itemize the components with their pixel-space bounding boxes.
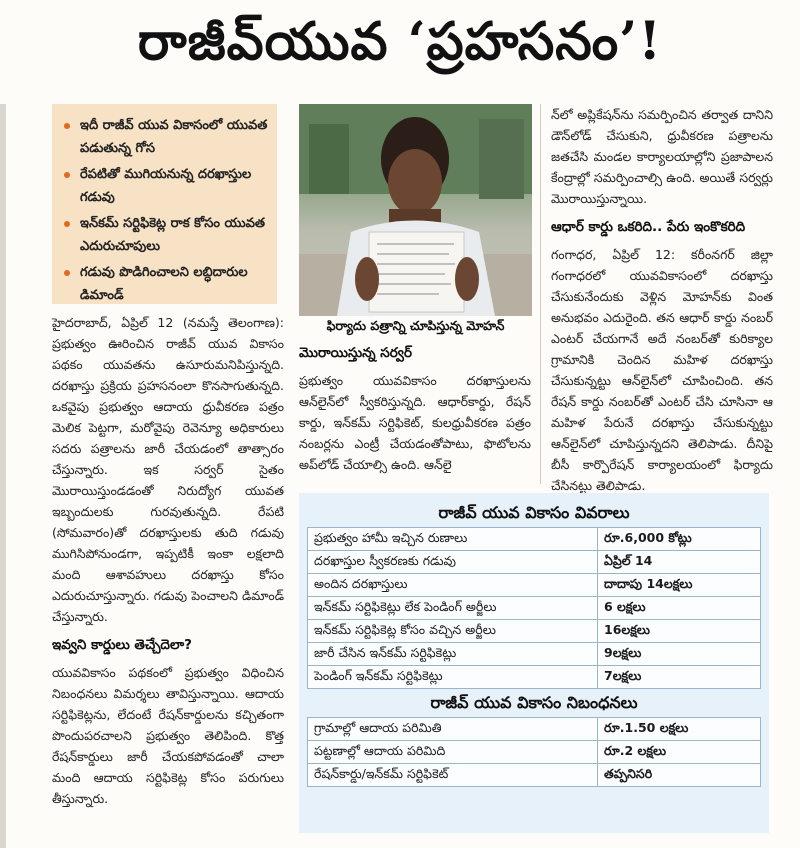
table-label: ప్రభుత్వం హామీ ఇచ్చిన రుణాలు	[308, 528, 598, 551]
table-value: 16లక్షలు	[598, 620, 761, 643]
table-row	[308, 666, 761, 689]
headline: రాజీవ్‌యువ ‘ప్రహసనం’!	[137, 11, 663, 72]
left-paragraph-2: యువవికాసం పథకంలో ప్రభుత్వం విధించిన నిబంధనలు విమర్శలు తావిస్తున్నాయి. ఆదాయ సర్టిఫికెట్లను, లేదంటే రేషన్‌కార్డులను కచ్చితంగా పొందుపరచాలని ప్రభుత్వం తెలిపింది. కొత్త రేషన్‌కార్డులు జారీ చేయకపోవడంతో చాలా మంది ఆదాయ సర్టిఫికెట్ల కోసం పరుగులు తీస్తున్నారు.	[52, 665, 284, 806]
table-value: దాదాపు 14లక్షలు	[598, 574, 761, 597]
right-paragraph-1: న్‌లో అప్లికేషన్‌ను సమర్పించిన తర్వాత దానిని డౌన్‌లోడ్ చేసుకుని, ధ్రువీకరణ పత్రాలను జతచేసి మండల కార్యాలయాల్లోని ప్రజాపాలన కేంద్రాల్లో సమర్పించాల్సి ఉంది. అయితే సర్వర్లు మొరాయిస్తున్నాయి.	[551, 107, 773, 206]
photo-illustration	[299, 104, 532, 316]
table-label: జారీ చేసిన ఇన్‌కమ్ సర్టిఫికెట్లు	[308, 643, 598, 666]
table-value: 7లక్షలు	[598, 666, 761, 689]
left-subheading: ఇవ్వని కార్డులు తెచ్చేదెలా?	[52, 637, 192, 653]
bullet-icon	[64, 123, 70, 129]
highlights-box	[52, 104, 277, 304]
rules-table-title: రాజీవ్ యువ వికాసం నిబంధనలు	[307, 689, 761, 717]
photo-caption: ఫిర్యాదు పత్రాన్ని చూపిస్తున్న మోహన్	[326, 318, 505, 333]
highlights-list	[64, 114, 269, 307]
column-divider	[540, 104, 541, 484]
table-row	[308, 643, 761, 666]
highlight-text: గడువు పొడిగించాలని లబ్ధిదారుల డిమాండ్	[80, 265, 248, 303]
left-column	[52, 312, 284, 817]
right-paragraph-2: గంగాధర, ఏప్రిల్ 12: కరీంనగర్ జిల్లా గంగాధరలో యువవికాసంలో దరఖాస్తు చేసుకునేందుకు వెళ్లిన మోహన్‌కు వింత అనుభవం ఎదురైంది. తన ఆధార్ కార్డు నంబర్ ఎంటర్ చేయగానే అదే నంబర్‌తో కురిక్యాల గ్రామానికి చెందిన మహిళ దరఖాస్తు చేసుకున్నట్టు ఆన్‌లైన్‌లో చూపించింది. తన రేషన్ కార్డు నంబర్‌తో ఎంటర్ చేసి చూసినా ఆ మహిళ పేరునే దరఖాస్తు చేసుకున్నట్టు ఆన్‌లైన్‌లో చూపిస్తున్నదని తెలిపాడు. దీనిపై బీసీ కార్పొరేషన్ కార్యాలయంలో ఫిర్యాదు చేసినట్టు తెలిపాడు.	[551, 247, 773, 493]
details-table-title: రాజీవ్ యువ వికాసం వివరాలు	[438, 503, 630, 522]
table-row	[308, 741, 761, 764]
table-row	[308, 718, 761, 741]
highlight-text: రేపటితో ముగియనున్న దరఖాస్తుల గడువు	[80, 167, 252, 205]
rules-table	[307, 717, 761, 787]
right-subheading: ఆధార్ కార్డు ఒకరిది.. పేరు ఇంకొకరిది	[551, 219, 746, 235]
table-row	[308, 574, 761, 597]
table-label: గ్రామాల్లో ఆదాయ పరిమితి	[308, 718, 598, 741]
table-label: రేషన్‌కార్డు/ఇన్‌కమ్ సర్టిఫికెట్	[308, 764, 598, 787]
table-row	[308, 764, 761, 787]
table-label: అందిన దరఖాస్తులు	[308, 574, 598, 597]
table-label: ఇన్‌కమ్ సర్టిఫికెట్ల కోసం వచ్చిన అర్జీలు	[308, 620, 598, 643]
middle-column	[299, 343, 531, 483]
highlight-item	[64, 114, 269, 160]
right-column	[551, 104, 773, 504]
highlight-item	[64, 212, 269, 258]
table-row	[308, 597, 761, 620]
table-row	[308, 528, 761, 551]
table-row	[308, 551, 761, 574]
left-paragraph-1: హైదరాబాద్, ఏప్రిల్ 12 (నమస్తే తెలంగాణ): ప్రభుత్వం ఊరించిన రాజీవ్ యువ వికాసం పథకం యువతను ఉసూరుమనిపిస్తున్నది. దరఖాస్తు ప్రక్రియ ప్రహసనంలా కొనసాగుతున్నది. ఒకవైపు ప్రభుత్వం ఆదాయ ధ్రువీకరణ పత్రం మెలిక పెట్టగా, మరోవైపు రెవెన్యూ అధికారులు సదరు పత్రాలను జారీ చేయడంలో తాత్సారం చేస్తున్నారు. ఇక సర్వర్ సైతం మొరాయిస్తుండడంతో నిరుద్యోగ యువత ఇబ్బందులకు గురవుతున్నది. రేపటి (సోమవారం)తో దరఖాస్తులకు తుది గడువు ముగిసిపోనుండగా, ఇప్పటికీ ఇంకా లక్షలాది మంది ఆశావహులు దరఖాస్తు కోసం ఎదురుచూస్తున్నారు. గడువు పెంచాలని డిమాండ్ చేస్తున్నారు.	[52, 315, 284, 624]
details-table	[307, 527, 761, 689]
table-value: రూ.6,000 కోట్లు	[598, 528, 761, 551]
middle-subheading: మొరాయిస్తున్న సర్వర్	[299, 345, 412, 361]
table-label: పెండింగ్ ఇన్‌కమ్ సర్టిఫికెట్లు	[308, 666, 598, 689]
bullet-icon	[64, 221, 70, 227]
page-edge-bar	[0, 104, 6, 848]
table-value: రూ.2 లక్షలు	[598, 741, 761, 764]
highlight-item	[64, 163, 269, 209]
table-row	[308, 620, 761, 643]
bullet-icon	[64, 270, 70, 276]
middle-paragraph: ప్రభుత్వం యువవికాసం దరఖాస్తులను ఆన్‌లైన్‌లో స్వీకరిస్తున్నది. ఆధార్‌కార్డు, రేషన్ కార్డు, ఇన్‌కమ్ సర్టిఫికెట్, కులధ్రువీకరణ పత్రం నంబర్లను ఎంట్రీ చేయడంతోపాటు, ఫొటోలను అప్‌లోడ్ చేయాల్సి ఉంది. ఆన్‌లై	[299, 373, 531, 472]
bullet-icon	[64, 172, 70, 178]
table-value: 9లక్షలు	[598, 643, 761, 666]
table-value: తప్పనిసరి	[598, 764, 761, 787]
table-value: 6 లక్షలు	[598, 597, 761, 620]
table-label: పట్టణాల్లో ఆదాయ పరిమిది	[308, 741, 598, 764]
table-label: ఇన్‌కమ్ సర్టిఫికెట్లు లేక పెండింగ్ అర్జీలు	[308, 597, 598, 620]
table-label: దరఖాస్తుల స్వీకరణకు గడువు	[308, 551, 598, 574]
table-value: ఏప్రిల్ 14	[598, 551, 761, 574]
highlight-item	[64, 261, 269, 307]
table-value: రూ.1.50 లక్షలు	[598, 718, 761, 741]
highlight-text: ఇదీ రాజీవ్ యువ వికాసంలో యువత పడుతున్న గోస	[80, 118, 268, 156]
photo-mohan	[299, 104, 532, 316]
details-table-box	[299, 493, 769, 833]
highlight-text: ఇన్‌కమ్ సర్టిఫికెట్ల రాక కోసం యువత ఎదురుచూపులు	[80, 216, 266, 254]
